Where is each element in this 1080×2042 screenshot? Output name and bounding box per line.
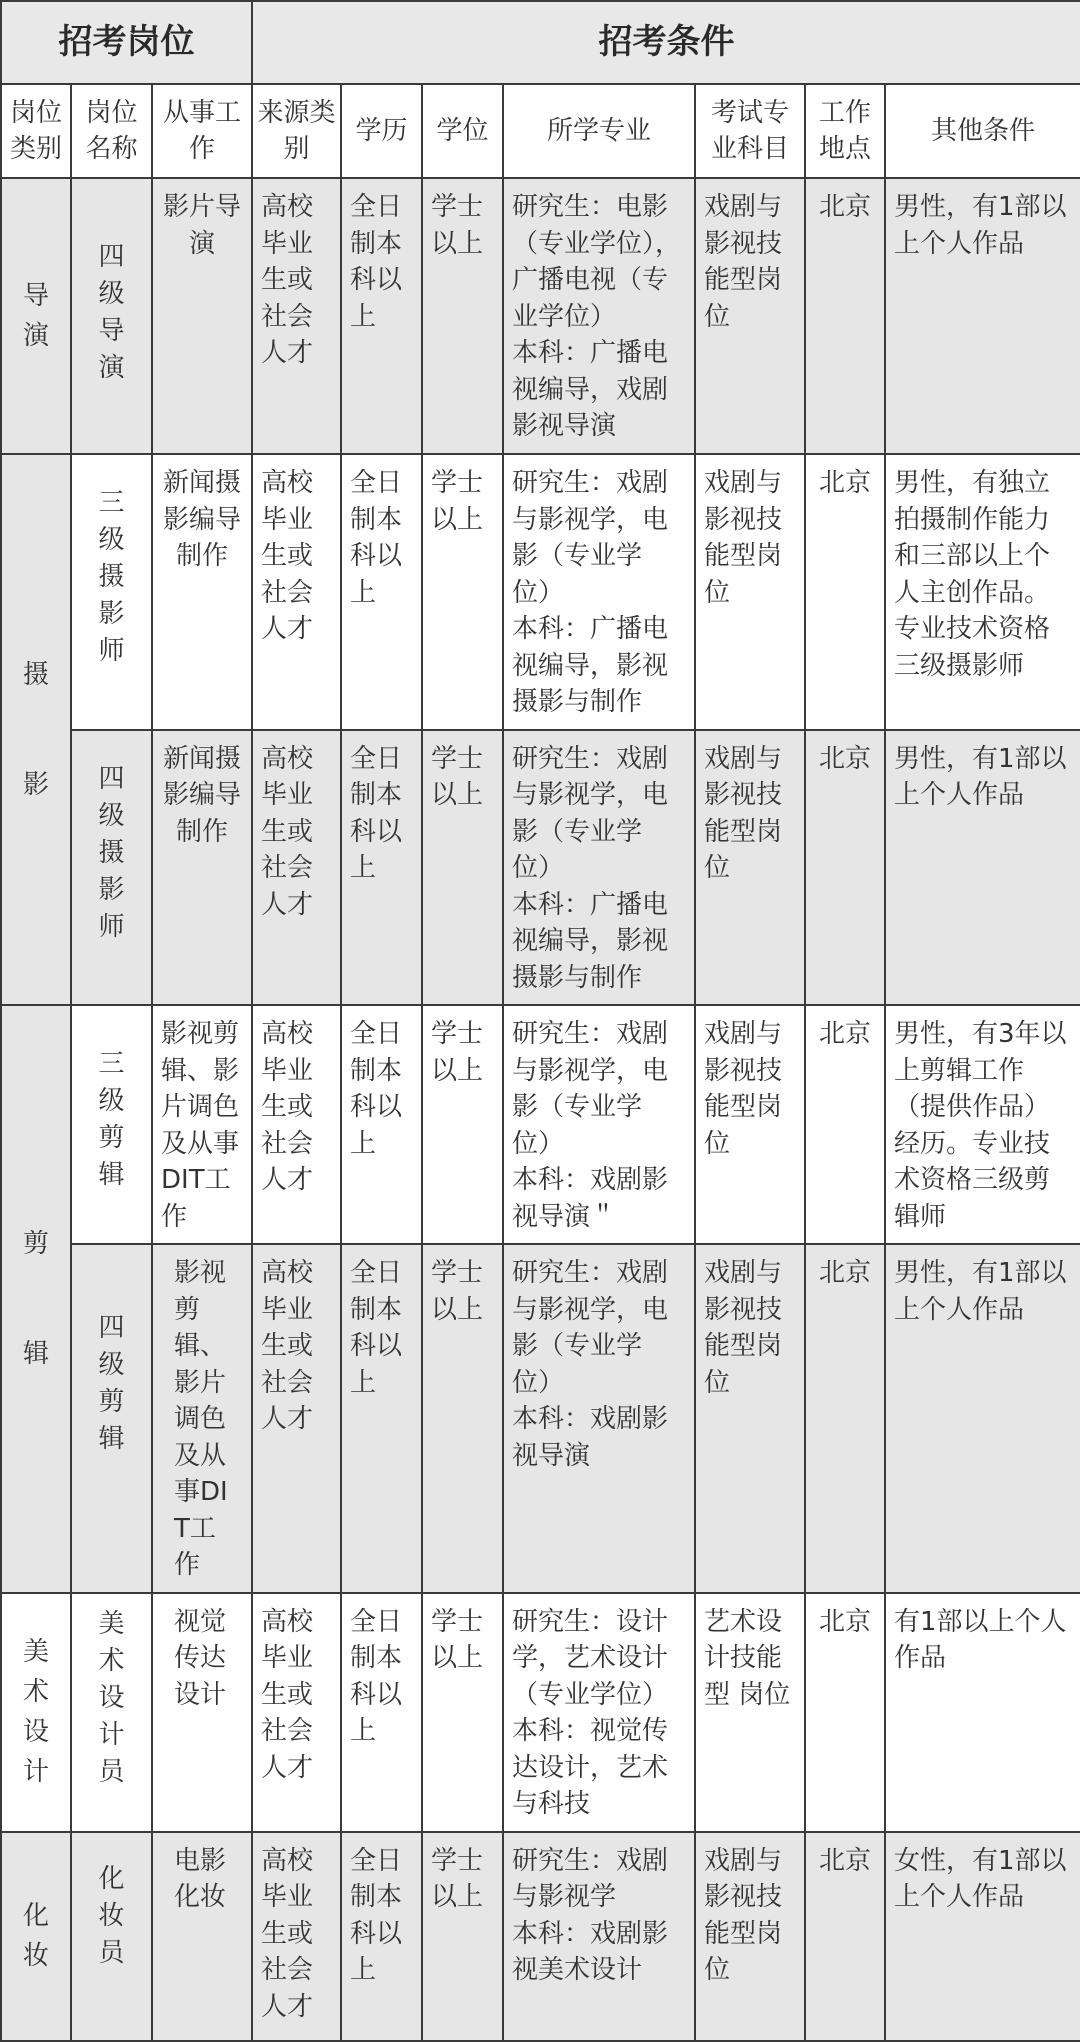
col-category: 岗位类别 xyxy=(1,84,71,178)
work-cell: 电影化妆 xyxy=(152,1832,252,2041)
work-cell: 视觉传达设计 xyxy=(152,1593,252,1832)
work-cell: 新闻摄影编导制作 xyxy=(152,454,252,730)
major-cell: 研究生：戏剧与影视学，电影（专业学位） 本科：戏剧影视导演 xyxy=(503,1244,695,1593)
education-cell: 全日制本科以上 xyxy=(341,178,422,454)
table-row xyxy=(1,178,1080,454)
post-name-cell: 四级摄影师 xyxy=(71,730,152,1006)
location-cell: 北京 xyxy=(805,454,885,730)
work-cell: 新闻摄影编导制作 xyxy=(152,730,252,1006)
work-cell: 影视剪辑、影片调色及从事DIT工作 xyxy=(152,1244,252,1593)
category-label: 导演 xyxy=(22,281,49,351)
degree-cell: 学士以上 xyxy=(422,454,503,730)
major-cell: 研究生：戏剧与影视学 本科：戏剧影视美术设计 xyxy=(503,1832,695,2041)
major-cell: 研究生：戏剧与影视学，电影（专业学位） 本科：戏剧影视导演＂ xyxy=(503,1005,695,1244)
education-cell: 全日制本科以上 xyxy=(341,454,422,730)
category-label: 剪辑 xyxy=(22,1228,49,1369)
post-name-cell: 化妆员 xyxy=(71,1832,152,2041)
table-row xyxy=(1,1244,1080,1593)
other-cell: 男性，有3年以上剪辑工作（提供作品）经历。专业技术资格三级剪辑师 xyxy=(885,1005,1080,1244)
exam-cell: 戏剧与影视技能型岗位 xyxy=(695,730,805,1006)
post-name-cell: 三级摄影师 xyxy=(71,454,152,730)
other-cell: 男性，有独立拍摄制作能力和三部以上个人主创作品。专业技术资格三级摄影师 xyxy=(885,454,1080,730)
category-cell xyxy=(1,178,71,454)
category-cell xyxy=(1,1005,71,1593)
other-cell: 男性，有1部以上个人作品 xyxy=(885,178,1080,454)
source-cell: 高校毕业生或社会人才 xyxy=(252,1593,341,1832)
col-degree: 学位 xyxy=(422,84,503,178)
col-work: 从事工作 xyxy=(152,84,252,178)
education-cell: 全日制本科以上 xyxy=(341,1832,422,2041)
degree-cell: 学士以上 xyxy=(422,1832,503,2041)
other-cell: 男性，有1部以上个人作品 xyxy=(885,730,1080,1006)
header-group-row xyxy=(1,1,1080,84)
education-cell: 全日制本科以上 xyxy=(341,730,422,1006)
col-other: 其他条件 xyxy=(885,84,1080,178)
education-cell: 全日制本科以上 xyxy=(341,1244,422,1593)
table-row xyxy=(1,1005,1080,1244)
post-name-cell: 美术设计员 xyxy=(71,1593,152,1832)
other-cell: 女性，有1部以上个人作品 xyxy=(885,1832,1080,2041)
location-cell: 北京 xyxy=(805,1832,885,2041)
header-recruit-post: 招考岗位 xyxy=(1,1,252,84)
table-row xyxy=(1,1593,1080,1832)
category-cell xyxy=(1,1832,71,2041)
source-cell: 高校毕业生或社会人才 xyxy=(252,730,341,1006)
degree-cell: 学士以上 xyxy=(422,1593,503,1832)
major-cell: 研究生：电影（专业学位），广播电视（专业学位） 本科：广播电视编导，戏剧影视导演 xyxy=(503,178,695,454)
exam-cell: 戏剧与影视技能型岗位 xyxy=(695,178,805,454)
work-cell: 影片导演 xyxy=(152,178,252,454)
header-recruit-conditions: 招考条件 xyxy=(252,1,1080,84)
source-cell: 高校毕业生或社会人才 xyxy=(252,1832,341,2041)
location-cell: 北京 xyxy=(805,178,885,454)
post-name-cell: 四级导演 xyxy=(71,178,152,454)
col-exam: 考试专业科目 xyxy=(695,84,805,178)
degree-cell: 学士以上 xyxy=(422,1244,503,1593)
exam-cell: 戏剧与影视技能型岗位 xyxy=(695,1005,805,1244)
post-name-cell: 三级剪辑 xyxy=(71,1005,152,1244)
degree-cell: 学士以上 xyxy=(422,1005,503,1244)
category-label: 化妆 xyxy=(22,1901,49,1971)
source-cell: 高校毕业生或社会人才 xyxy=(252,1244,341,1593)
location-cell: 北京 xyxy=(805,1593,885,1832)
table-row xyxy=(1,730,1080,1006)
col-source: 来源类别 xyxy=(252,84,341,178)
col-name: 岗位名称 xyxy=(71,84,152,178)
exam-cell: 戏剧与影视技能型岗位 xyxy=(695,1244,805,1593)
column-header-row xyxy=(1,84,1080,178)
category-cell xyxy=(1,1593,71,1832)
category-label: 摄影 xyxy=(22,659,49,800)
location-cell: 北京 xyxy=(805,730,885,1006)
location-cell: 北京 xyxy=(805,1005,885,1244)
category-cell xyxy=(1,454,71,1005)
exam-cell: 艺术设计技能型 岗位 xyxy=(695,1593,805,1832)
col-education: 学历 xyxy=(341,84,422,178)
education-cell: 全日制本科以上 xyxy=(341,1593,422,1832)
location-cell: 北京 xyxy=(805,1244,885,1593)
major-cell: 研究生：戏剧与影视学，电影（专业学位） 本科：广播电视编导，影视摄影与制作 xyxy=(503,730,695,1006)
exam-cell: 戏剧与影视技能型岗位 xyxy=(695,454,805,730)
col-location: 工作地点 xyxy=(805,84,885,178)
source-cell: 高校毕业生或社会人才 xyxy=(252,454,341,730)
table-row xyxy=(1,1832,1080,2041)
degree-cell: 学士以上 xyxy=(422,730,503,1006)
source-cell: 高校毕业生或社会人才 xyxy=(252,1005,341,1244)
post-name-cell: 四级剪辑 xyxy=(71,1244,152,1593)
work-cell: 影视剪辑、影片调色及从事DIT工作 xyxy=(152,1005,252,1244)
exam-cell: 戏剧与影视技能型岗位 xyxy=(695,1832,805,2041)
category-label: 美术设计 xyxy=(22,1637,49,1787)
table-row xyxy=(1,454,1080,730)
degree-cell: 学士以上 xyxy=(422,178,503,454)
major-cell: 研究生：设计学，艺术设计（专业学位） 本科：视觉传达设计，艺术与科技 xyxy=(503,1593,695,1832)
source-cell: 高校毕业生或社会人才 xyxy=(252,178,341,454)
other-cell: 男性，有1部以上个人作品 xyxy=(885,1244,1080,1593)
col-major: 所学专业 xyxy=(503,84,695,178)
education-cell: 全日制本科以上 xyxy=(341,1005,422,1244)
other-cell: 有1部以上个人作品 xyxy=(885,1593,1080,1832)
major-cell: 研究生：戏剧与影视学，电影（专业学位） 本科：广播电视编导，影视摄影与制作 xyxy=(503,454,695,730)
